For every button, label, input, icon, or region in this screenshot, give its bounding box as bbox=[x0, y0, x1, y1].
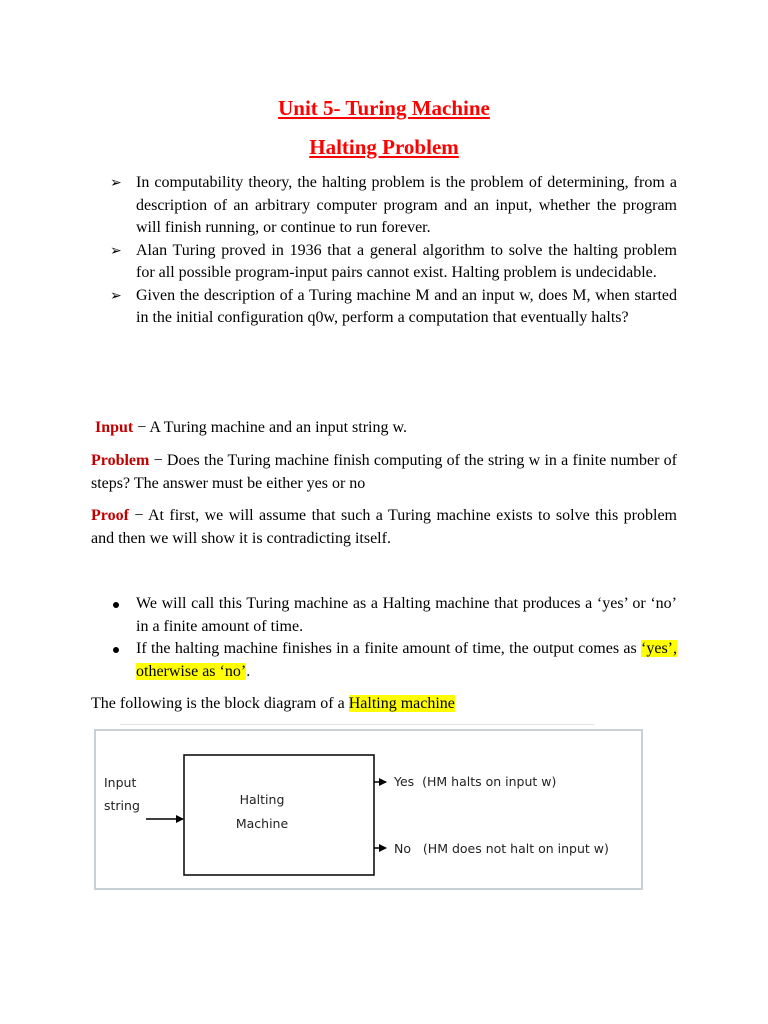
halting-machine-diagram bbox=[94, 729, 643, 890]
list-item-text: In computability theory, the halting problem is the problem of determining, from a description of an arbitrary computer program and an input, whether the program will finish running, or continue to run forever. bbox=[136, 174, 677, 236]
problem-label: Problem bbox=[91, 452, 150, 469]
box-label-line2: Machine bbox=[235, 816, 289, 831]
highlighted-text: ‘yes’, otherwise as ‘no’ bbox=[136, 640, 677, 680]
page-title: Unit 5- Turing Machine bbox=[278, 96, 490, 120]
input-label: Input bbox=[95, 419, 134, 436]
divider bbox=[120, 724, 594, 725]
arrow-bullet-icon: ➢ bbox=[110, 287, 122, 304]
bullet-dot-icon bbox=[113, 647, 119, 653]
intro-list bbox=[110, 172, 677, 330]
list-item-text: We will call this Turing machine as a Halting machine that produces a ‘yes’ or ‘no’ in a finite amount of time. bbox=[136, 595, 677, 635]
list-item bbox=[110, 172, 677, 240]
arrow-bullet-icon: ➢ bbox=[110, 242, 122, 259]
list-item-text-end: . bbox=[246, 662, 251, 680]
arrow-bullet-icon: ➢ bbox=[110, 175, 122, 191]
input-text: − A Turing machine and an input string w. bbox=[133, 419, 408, 436]
list-item-text: If the halting machine finishes in a finite amount of time, the output comes as bbox=[136, 640, 642, 657]
list-item bbox=[112, 638, 677, 683]
halting-machine-box bbox=[184, 755, 374, 875]
list-item-text: Alan Turing proved in 1936 that a general algorithm to solve the halting problem for all possible program-input pairs cannot exist. Halting problem is undecidable. bbox=[136, 241, 677, 281]
input-paragraph bbox=[95, 417, 681, 440]
diagram-intro-paragraph bbox=[91, 693, 677, 716]
box-label-line1: Halting bbox=[239, 792, 285, 807]
list-item bbox=[110, 240, 677, 285]
input-label-line1: Input bbox=[104, 775, 137, 790]
halting-bullet-list bbox=[112, 593, 677, 683]
proof-paragraph bbox=[91, 505, 677, 550]
list-item bbox=[110, 285, 677, 330]
proof-text: − At first, we will assume that such a Turing machine exists to solve this problem and then we will show it is contradicting itself. bbox=[91, 507, 677, 547]
list-item-text: Given the description of a Turing machine M and an input w, does M, when started in the initial configuration q0w, perform a computation that eventually halts? bbox=[136, 286, 677, 326]
input-label-line2: string bbox=[104, 798, 140, 813]
section-title: Halting Problem bbox=[309, 135, 459, 159]
no-output-label: No (HM does not halt on input w) bbox=[394, 841, 609, 856]
yes-output-label: Yes (HM halts on input w) bbox=[394, 774, 557, 789]
proof-label: Proof bbox=[91, 507, 129, 524]
list-item bbox=[112, 593, 677, 638]
highlighted-text: Halting machine bbox=[348, 695, 455, 712]
problem-paragraph bbox=[91, 450, 677, 495]
bullet-dot-icon bbox=[113, 602, 119, 608]
diagram-intro-text: The following is the block diagram of a bbox=[91, 695, 349, 712]
problem-text: − Does the Turing machine finish computing of the string w in a finite number of steps? The answer must be either yes or no bbox=[91, 452, 677, 492]
